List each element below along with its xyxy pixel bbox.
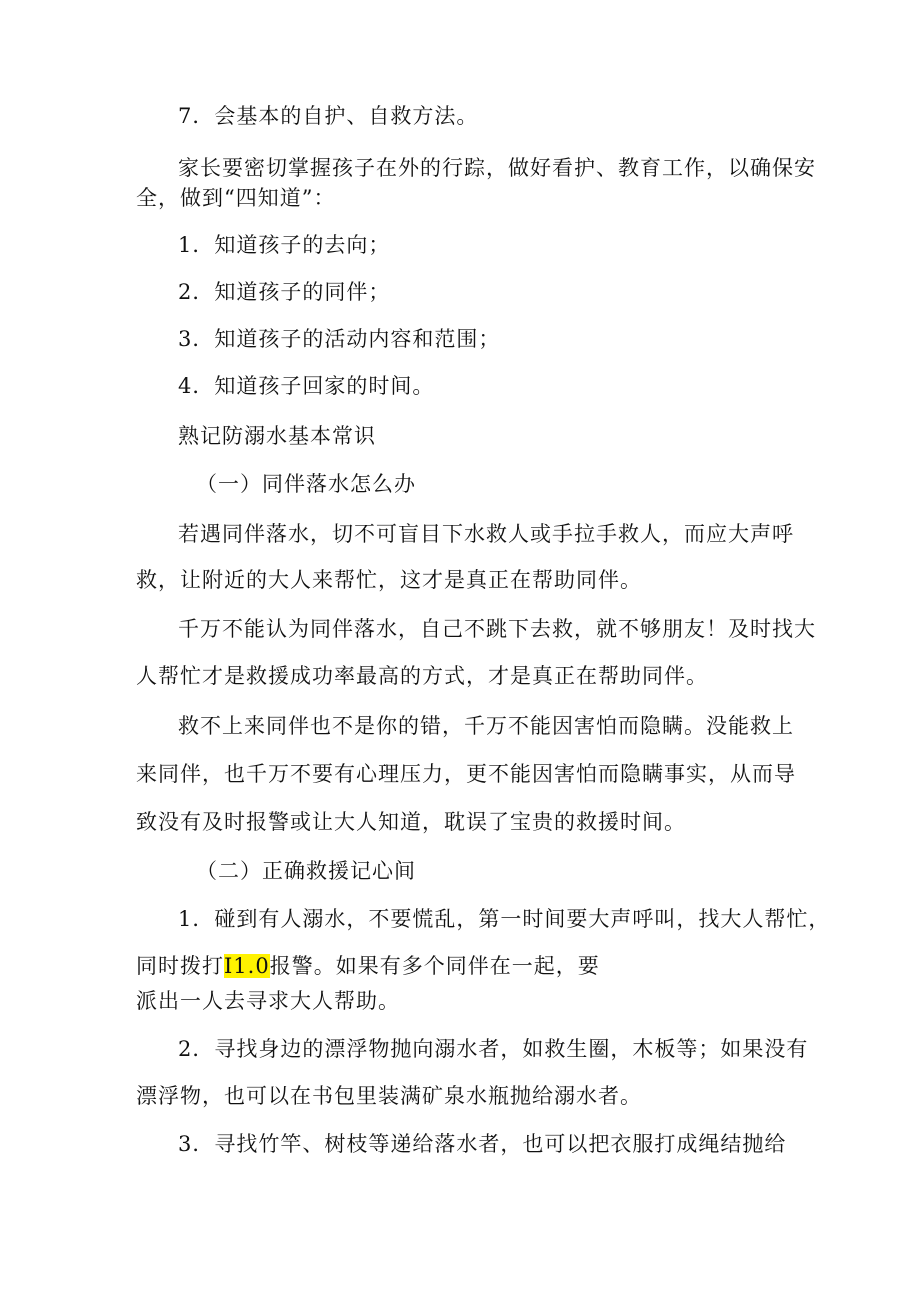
list-item: 2．知道孩子的同伴； xyxy=(178,280,391,304)
paragraph-line: 派出一人去寻求大人帮助。 xyxy=(136,989,400,1013)
paragraph-line: 家长要密切掌握孩子在外的行踪，做好看护、教育工作，以确保安 xyxy=(178,156,816,180)
list-item: 1．碰到有人溺水，不要慌乱，第一时间要大声呼叫，找大人帮忙， xyxy=(178,907,831,931)
paragraph-line: 致没有及时报警或让大人知道，耽误了宝贵的救援时间。 xyxy=(136,810,686,834)
paragraph-line: 人帮忙才是救援成功率最高的方式，才是真正在帮助同伴。 xyxy=(136,664,708,688)
paragraph-line: 救，让附近的大人来帮忙，这才是真正在帮助同伴。 xyxy=(136,568,642,592)
paragraph-line: 若遇同伴落水，切不可盲目下水救人或手拉手救人，而应大声呼 xyxy=(178,522,794,546)
paragraph-line: 千万不能认为同伴落水，自己不跳下去救，就不够朋友！及时找大 xyxy=(178,617,816,641)
call-line xyxy=(136,950,800,983)
subsection-heading: （一）同伴落水怎么办 xyxy=(196,472,416,496)
paragraph-line: 7．会基本的自护、自救方法。 xyxy=(178,104,479,128)
call-line-before: 同时拨打 xyxy=(136,954,224,978)
subsection-heading: （二）正确救援记心间 xyxy=(196,859,416,883)
paragraph-line: 救不上来同伴也不是你的错，千万不能因害怕而隐瞒。没能救上 xyxy=(178,714,794,738)
list-item: 3．寻找竹竿、树枝等递给落水者，也可以把衣服打成绳结抛给 xyxy=(178,1132,787,1156)
highlighted-number: I1.0 xyxy=(224,954,270,978)
paragraph-line: 全，做到“四知道”： xyxy=(136,186,336,210)
paragraph-line: 来同伴，也千万不要有心理压力，更不能因害怕而隐瞒事实，从而导 xyxy=(136,762,796,786)
paragraph-line: 漂浮物，也可以在书包里装满矿泉水瓶抛给溺水者。 xyxy=(136,1084,642,1108)
call-line-after: 报警。如果有多个同伴在一起，要 xyxy=(269,954,600,978)
section-heading: 熟记防溺水基本常识 xyxy=(178,424,376,448)
list-item: 4．知道孩子回家的时间。 xyxy=(178,374,435,398)
list-item: 1．知道孩子的去向； xyxy=(178,233,391,257)
list-item: 2．寻找身边的漂浮物抛向溺水者，如救生圈，木板等；如果没有 xyxy=(178,1037,809,1061)
list-item: 3．知道孩子的活动内容和范围； xyxy=(178,327,501,351)
